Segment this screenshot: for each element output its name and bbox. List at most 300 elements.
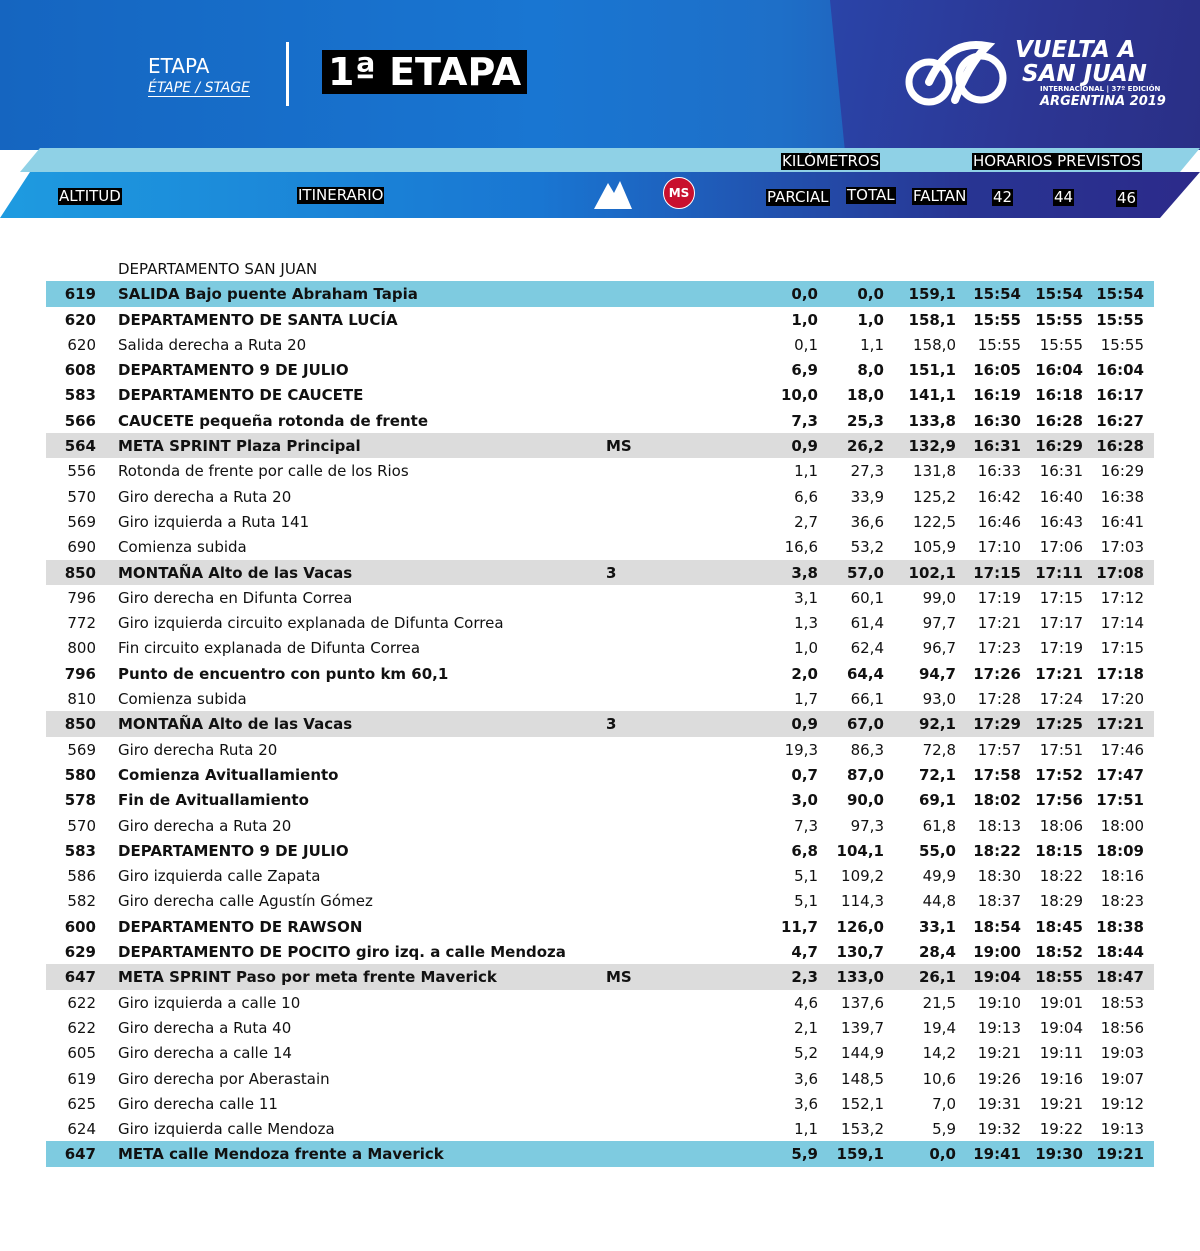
time-42-cell: 19:41 (973, 1145, 1021, 1164)
time-42-cell: 18:22 (973, 841, 1021, 860)
itinerary-cell: META SPRINT Paso por meta frente Maverick (118, 968, 497, 987)
altitude-cell: 569 (67, 512, 96, 531)
faltan-cell: 49,9 (922, 867, 956, 886)
total-cell: 25,3 (846, 411, 884, 430)
total-cell: 137,6 (841, 993, 884, 1012)
time-46-cell: 16:29 (1100, 462, 1144, 481)
itinerary-cell: Giro izquierda a Ruta 141 (118, 512, 310, 531)
table-row (46, 762, 1154, 787)
parcial-cell: 3,6 (794, 1069, 818, 1088)
faltan-cell: 102,1 (908, 563, 956, 582)
mountain-icon (594, 177, 632, 209)
parcial-cell: 5,2 (794, 1044, 818, 1063)
total-cell: 90,0 (846, 791, 884, 810)
table-row (46, 1116, 1154, 1141)
table-row (46, 382, 1154, 407)
itinerary-cell: Giro izquierda calle Mendoza (118, 1120, 335, 1139)
table-row (46, 863, 1154, 888)
parcial-cell: 5,1 (794, 867, 818, 886)
time-46-cell: 15:55 (1100, 335, 1144, 354)
time-42-cell: 18:37 (977, 892, 1021, 911)
total-cell: 18,0 (846, 386, 884, 405)
time-42-cell: 17:26 (973, 664, 1021, 683)
total-cell: 60,1 (850, 588, 884, 607)
parcial-cell: 3,1 (794, 588, 818, 607)
time-44-cell: 15:54 (1035, 285, 1083, 304)
table-row (46, 686, 1154, 711)
itinerary-cell: Comienza subida (118, 690, 247, 709)
table-row (46, 939, 1154, 964)
total-cell: 104,1 (836, 841, 884, 860)
time-42-cell: 16:42 (977, 487, 1021, 506)
time-46-cell: 17:21 (1096, 715, 1144, 734)
faltan-cell: 131,8 (913, 462, 956, 481)
table-row (46, 711, 1154, 736)
total-cell: 130,7 (836, 943, 884, 962)
time-44-cell: 17:25 (1035, 715, 1083, 734)
altitude-cell: 624 (67, 1120, 96, 1139)
faltan-cell: 141,1 (908, 386, 956, 405)
time-42-cell: 19:32 (977, 1120, 1021, 1139)
faltan-cell: 94,7 (918, 664, 956, 683)
time-42-cell: 17:19 (977, 588, 1021, 607)
total-cell: 8,0 (857, 361, 884, 380)
time-44-cell: 17:52 (1035, 765, 1083, 784)
group-kilometros: KILÓMETROS (782, 152, 880, 170)
faltan-cell: 122,5 (913, 512, 956, 531)
time-44-cell: 18:15 (1035, 841, 1083, 860)
itinerary-cell: CAUCETE pequeña rotonda de frente (118, 411, 429, 430)
altitude-cell: 625 (67, 1094, 96, 1113)
faltan-cell: 55,0 (918, 841, 956, 860)
itinerary-cell: Giro izquierda a calle 10 (118, 993, 301, 1012)
time-46-cell: 19:21 (1096, 1145, 1144, 1164)
parcial-cell: 1,7 (794, 690, 818, 709)
altitude-cell: 620 (67, 335, 96, 354)
time-44-cell: 19:04 (1039, 1018, 1083, 1037)
itinerary-cell: META SPRINT Plaza Principal (118, 437, 361, 456)
faltan-cell: 132,9 (908, 437, 956, 456)
itinerary-cell: Giro derecha a Ruta 40 (118, 1018, 292, 1037)
altitude-cell: 629 (64, 943, 96, 962)
total-cell: 67,0 (846, 715, 884, 734)
itinerary-cell: Giro derecha a calle 14 (118, 1044, 292, 1063)
itinerary-cell: Giro derecha en Difunta Correa (118, 588, 353, 607)
altitude-cell: 580 (64, 765, 96, 784)
total-cell: 62,4 (850, 639, 884, 658)
time-44-cell: 19:11 (1039, 1044, 1083, 1063)
stage-title: 1ª ETAPA (322, 50, 527, 94)
time-42-cell: 17:10 (977, 538, 1021, 557)
time-42-cell: 17:23 (977, 639, 1021, 658)
altitude-cell: 622 (67, 993, 96, 1012)
itinerary-cell: Punto de encuentro con punto km 60,1 (118, 664, 449, 683)
time-46-cell: 18:23 (1100, 892, 1144, 911)
table-row (46, 534, 1154, 559)
time-44-cell: 16:31 (1039, 462, 1083, 481)
total-cell: 66,1 (850, 690, 884, 709)
time-42-cell: 16:33 (977, 462, 1021, 481)
itinerary-cell: DEPARTAMENTO SAN JUAN (118, 260, 318, 278)
table-row (46, 408, 1154, 433)
time-44-cell: 17:24 (1039, 690, 1083, 709)
parcial-cell: 6,6 (794, 487, 818, 506)
etape-stage-label: ÉTAPE / STAGE (148, 80, 251, 96)
total-cell: 153,2 (841, 1120, 884, 1139)
time-44-cell: 19:01 (1039, 993, 1083, 1012)
table-row (46, 1015, 1154, 1040)
logo-line-1: VUELTA A (1015, 37, 1136, 63)
time-42-cell: 15:54 (973, 285, 1021, 304)
total-cell: 64,4 (846, 664, 884, 683)
altitude-cell: 582 (67, 892, 96, 911)
time-46-cell: 19:13 (1100, 1120, 1144, 1139)
table-row (46, 509, 1154, 534)
time-44-cell: 16:40 (1039, 487, 1083, 506)
time-44-cell: 19:22 (1039, 1120, 1083, 1139)
altitude-cell: 569 (67, 740, 96, 759)
time-42-cell: 16:46 (977, 512, 1021, 531)
altitude-cell: 796 (64, 664, 96, 683)
time-42-cell: 19:21 (977, 1044, 1021, 1063)
time-42-cell: 17:58 (973, 765, 1021, 784)
total-cell: 133,0 (836, 968, 884, 987)
total-cell: 148,5 (841, 1069, 884, 1088)
itinerary-cell: Giro izquierda calle Zapata (118, 867, 321, 886)
time-42-cell: 17:15 (973, 563, 1021, 582)
time-44-cell: 15:55 (1039, 335, 1083, 354)
table-row (46, 1040, 1154, 1065)
faltan-cell: 72,8 (922, 740, 956, 759)
parcial-cell: 1,1 (794, 1120, 818, 1139)
parcial-cell: 3,8 (791, 563, 818, 582)
parcial-cell: 7,3 (791, 411, 818, 430)
time-44-cell: 18:52 (1035, 943, 1083, 962)
table-row (46, 1091, 1154, 1116)
faltan-cell: 93,0 (922, 690, 956, 709)
time-44-cell: 16:29 (1035, 437, 1083, 456)
faltan-cell: 19,4 (922, 1018, 956, 1037)
altitude-cell: 600 (64, 917, 96, 936)
itinerary-cell: Giro derecha calle Agustín Gómez (118, 892, 373, 911)
altitude-cell: 772 (67, 614, 96, 633)
time-42-cell: 17:28 (977, 690, 1021, 709)
logo-line-3: INTERNACIONAL | 37º EDICIÓN (1040, 85, 1161, 93)
time-42-cell: 18:02 (973, 791, 1021, 810)
altitude-cell: 583 (64, 841, 96, 860)
itinerary-cell: Rotonda de frente por calle de los Rios (118, 462, 409, 481)
time-46-cell: 18:47 (1096, 968, 1144, 987)
category-cell: MS (606, 437, 632, 456)
col-altitud: ALTITUD (59, 187, 121, 205)
faltan-cell: 33,1 (918, 917, 956, 936)
faltan-cell: 72,1 (918, 765, 956, 784)
time-44-cell: 18:22 (1039, 867, 1083, 886)
parcial-cell: 0,7 (791, 765, 818, 784)
category-cell: 3 (606, 715, 617, 734)
table-row (46, 560, 1154, 585)
faltan-cell: 44,8 (922, 892, 956, 911)
total-cell: 86,3 (850, 740, 884, 759)
table-row (46, 332, 1154, 357)
parcial-cell: 10,0 (780, 386, 818, 405)
col-total: TOTAL (847, 186, 895, 204)
itinerary-cell: Giro derecha a Ruta 20 (118, 487, 292, 506)
col-parcial: PARCIAL (767, 188, 829, 206)
time-46-cell: 17:46 (1100, 740, 1144, 759)
faltan-cell: 10,6 (922, 1069, 956, 1088)
time-46-cell: 16:28 (1096, 437, 1144, 456)
category-cell: 3 (606, 563, 617, 582)
time-44-cell: 16:28 (1035, 411, 1083, 430)
altitude-cell: 564 (64, 437, 96, 456)
itinerary-cell: Giro derecha Ruta 20 (118, 740, 278, 759)
total-cell: 36,6 (850, 512, 884, 531)
time-46-cell: 16:27 (1096, 411, 1144, 430)
time-44-cell: 19:16 (1039, 1069, 1083, 1088)
parcial-cell: 19,3 (784, 740, 818, 759)
total-cell: 27,3 (850, 462, 884, 481)
time-44-cell: 17:51 (1039, 740, 1083, 759)
cyclist-logo-icon (905, 38, 1010, 110)
table-row (46, 990, 1154, 1015)
time-42-cell: 19:00 (973, 943, 1021, 962)
parcial-cell: 0,9 (791, 715, 818, 734)
time-46-cell: 18:09 (1096, 841, 1144, 860)
parcial-cell: 11,7 (780, 917, 818, 936)
itinerary-cell: DEPARTAMENTO DE SANTA LUCÍA (118, 310, 398, 329)
altitude-cell: 556 (67, 462, 96, 481)
altitude-cell: 800 (67, 639, 96, 658)
parcial-cell: 1,3 (794, 614, 818, 633)
parcial-cell: 6,9 (791, 361, 818, 380)
altitude-cell: 647 (64, 968, 96, 987)
faltan-cell: 92,1 (918, 715, 956, 734)
time-44-cell: 17:06 (1039, 538, 1083, 557)
altitude-cell: 647 (64, 1145, 96, 1164)
total-cell: 126,0 (836, 917, 884, 936)
col-faltan: FALTAN (913, 187, 967, 205)
altitude-cell: 570 (67, 816, 96, 835)
itinerary-cell: Giro derecha a Ruta 20 (118, 816, 292, 835)
time-46-cell: 17:03 (1100, 538, 1144, 557)
itinerary-cell: MONTAÑA Alto de las Vacas (118, 563, 353, 582)
total-cell: 0,0 (857, 285, 884, 304)
parcial-cell: 1,1 (794, 462, 818, 481)
faltan-cell: 125,2 (913, 487, 956, 506)
time-44-cell: 15:55 (1035, 310, 1083, 329)
faltan-cell: 105,9 (913, 538, 956, 557)
altitude-cell: 850 (64, 715, 96, 734)
faltan-cell: 158,0 (913, 335, 956, 354)
itinerary-cell: DEPARTAMENTO 9 DE JULIO (118, 841, 349, 860)
time-46-cell: 18:00 (1100, 816, 1144, 835)
itinerary-cell: Comienza subida (118, 538, 247, 557)
parcial-cell: 4,6 (794, 993, 818, 1012)
ms-badge: MS (663, 177, 695, 209)
total-cell: 87,0 (846, 765, 884, 784)
altitude-cell: 570 (67, 487, 96, 506)
logo-line-4: ARGENTINA 2019 (1040, 94, 1166, 109)
time-42-cell: 16:30 (973, 411, 1021, 430)
total-cell: 61,4 (850, 614, 884, 633)
time-46-cell: 17:18 (1096, 664, 1144, 683)
time-46-cell: 17:12 (1100, 588, 1144, 607)
itinerary-cell: Comienza Avituallamiento (118, 765, 339, 784)
time-44-cell: 17:11 (1035, 563, 1083, 582)
time-42-cell: 16:05 (973, 361, 1021, 380)
time-46-cell: 18:44 (1096, 943, 1144, 962)
time-44-cell: 17:56 (1035, 791, 1083, 810)
time-44-cell: 18:29 (1039, 892, 1083, 911)
col-h44: 44 (1054, 188, 1074, 206)
itinerary-cell: DEPARTAMENTO DE POCITO giro izq. a calle Mendoza (118, 943, 566, 962)
itinerary-cell: DEPARTAMENTO DE RAWSON (118, 917, 363, 936)
total-cell: 114,3 (841, 892, 884, 911)
parcial-cell: 4,7 (791, 943, 818, 962)
table-row (46, 484, 1154, 509)
parcial-cell: 2,0 (791, 664, 818, 683)
time-46-cell: 17:14 (1100, 614, 1144, 633)
time-42-cell: 15:55 (973, 310, 1021, 329)
parcial-cell: 1,0 (794, 639, 818, 658)
table-row (46, 1141, 1154, 1166)
itinerary-cell: META calle Mendoza frente a Maverick (118, 1145, 444, 1164)
itinerary-cell: Giro izquierda circuito explanada de Difunta Correa (118, 614, 504, 633)
altitude-cell: 810 (67, 690, 96, 709)
total-cell: 57,0 (846, 563, 884, 582)
time-46-cell: 18:53 (1100, 993, 1144, 1012)
time-46-cell: 16:41 (1100, 512, 1144, 531)
col-h42: 42 (993, 188, 1013, 206)
table-row (46, 888, 1154, 913)
time-46-cell: 18:38 (1096, 917, 1144, 936)
parcial-cell: 0,1 (794, 335, 818, 354)
header-divider (286, 42, 289, 106)
time-46-cell: 17:51 (1096, 791, 1144, 810)
col-itinerario: ITINERARIO (298, 186, 384, 204)
altitude-cell: 619 (67, 1069, 96, 1088)
altitude-cell: 566 (64, 411, 96, 430)
faltan-cell: 99,0 (922, 588, 956, 607)
total-cell: 1,0 (857, 310, 884, 329)
parcial-cell: 2,7 (794, 512, 818, 531)
time-44-cell: 17:21 (1035, 664, 1083, 683)
total-cell: 26,2 (846, 437, 884, 456)
time-42-cell: 16:31 (973, 437, 1021, 456)
total-cell: 139,7 (841, 1018, 884, 1037)
table-row (46, 813, 1154, 838)
faltan-cell: 159,1 (908, 285, 956, 304)
table-row (46, 433, 1154, 458)
table-row (46, 737, 1154, 762)
parcial-cell: 0,9 (791, 437, 818, 456)
faltan-cell: 97,7 (922, 614, 956, 633)
parcial-cell: 16,6 (784, 538, 818, 557)
time-42-cell: 19:31 (977, 1094, 1021, 1113)
time-46-cell: 15:54 (1096, 285, 1144, 304)
altitude-cell: 850 (64, 563, 96, 582)
altitude-cell: 620 (64, 310, 96, 329)
itinerary-cell: DEPARTAMENTO DE CAUCETE (118, 386, 364, 405)
total-cell: 109,2 (841, 867, 884, 886)
altitude-cell: 619 (64, 285, 96, 304)
time-46-cell: 17:08 (1096, 563, 1144, 582)
table-row (46, 1066, 1154, 1091)
logo-line-2: SAN JUAN (1022, 61, 1147, 87)
group-horarios: HORARIOS PREVISTOS (973, 152, 1141, 170)
total-cell: 152,1 (841, 1094, 884, 1113)
table-row (46, 307, 1154, 332)
table-row (46, 661, 1154, 686)
time-44-cell: 17:17 (1039, 614, 1083, 633)
time-46-cell: 16:04 (1096, 361, 1144, 380)
time-42-cell: 15:55 (977, 335, 1021, 354)
faltan-cell: 151,1 (908, 361, 956, 380)
time-44-cell: 19:21 (1039, 1094, 1083, 1113)
time-46-cell: 16:17 (1096, 386, 1144, 405)
faltan-cell: 26,1 (918, 968, 956, 987)
table-row (46, 838, 1154, 863)
time-46-cell: 17:15 (1100, 639, 1144, 658)
time-46-cell: 18:56 (1100, 1018, 1144, 1037)
time-44-cell: 16:04 (1035, 361, 1083, 380)
table-row (46, 256, 1154, 281)
time-44-cell: 16:18 (1035, 386, 1083, 405)
altitude-cell: 586 (67, 867, 96, 886)
time-46-cell: 15:55 (1096, 310, 1144, 329)
itinerary-table (46, 256, 1154, 1167)
total-cell: 159,1 (836, 1145, 884, 1164)
time-42-cell: 18:54 (973, 917, 1021, 936)
table-row (46, 635, 1154, 660)
parcial-cell: 5,9 (791, 1145, 818, 1164)
time-46-cell: 19:07 (1100, 1069, 1144, 1088)
time-44-cell: 17:15 (1039, 588, 1083, 607)
header-banner (0, 0, 1200, 150)
time-42-cell: 17:57 (977, 740, 1021, 759)
table-row (46, 914, 1154, 939)
time-42-cell: 18:13 (977, 816, 1021, 835)
faltan-cell: 5,9 (932, 1120, 956, 1139)
time-42-cell: 17:29 (973, 715, 1021, 734)
time-42-cell: 19:13 (977, 1018, 1021, 1037)
faltan-cell: 69,1 (918, 791, 956, 810)
faltan-cell: 133,8 (908, 411, 956, 430)
time-46-cell: 16:38 (1100, 487, 1144, 506)
time-42-cell: 19:10 (977, 993, 1021, 1012)
time-46-cell: 18:16 (1100, 867, 1144, 886)
time-46-cell: 19:12 (1100, 1094, 1144, 1113)
parcial-cell: 5,1 (794, 892, 818, 911)
altitude-cell: 605 (67, 1044, 96, 1063)
parcial-cell: 3,6 (794, 1094, 818, 1113)
itinerary-cell: Giro derecha calle 11 (118, 1094, 278, 1113)
altitude-cell: 583 (64, 386, 96, 405)
faltan-cell: 14,2 (922, 1044, 956, 1063)
table-row (46, 585, 1154, 610)
parcial-cell: 3,0 (791, 791, 818, 810)
table-row (46, 357, 1154, 382)
time-44-cell: 16:43 (1039, 512, 1083, 531)
altitude-cell: 578 (64, 791, 96, 810)
itinerary-cell: Giro derecha por Aberastain (118, 1069, 330, 1088)
time-44-cell: 19:30 (1035, 1145, 1083, 1164)
total-cell: 1,1 (860, 335, 884, 354)
altitude-cell: 796 (67, 588, 96, 607)
time-46-cell: 19:03 (1100, 1044, 1144, 1063)
table-row (46, 610, 1154, 635)
